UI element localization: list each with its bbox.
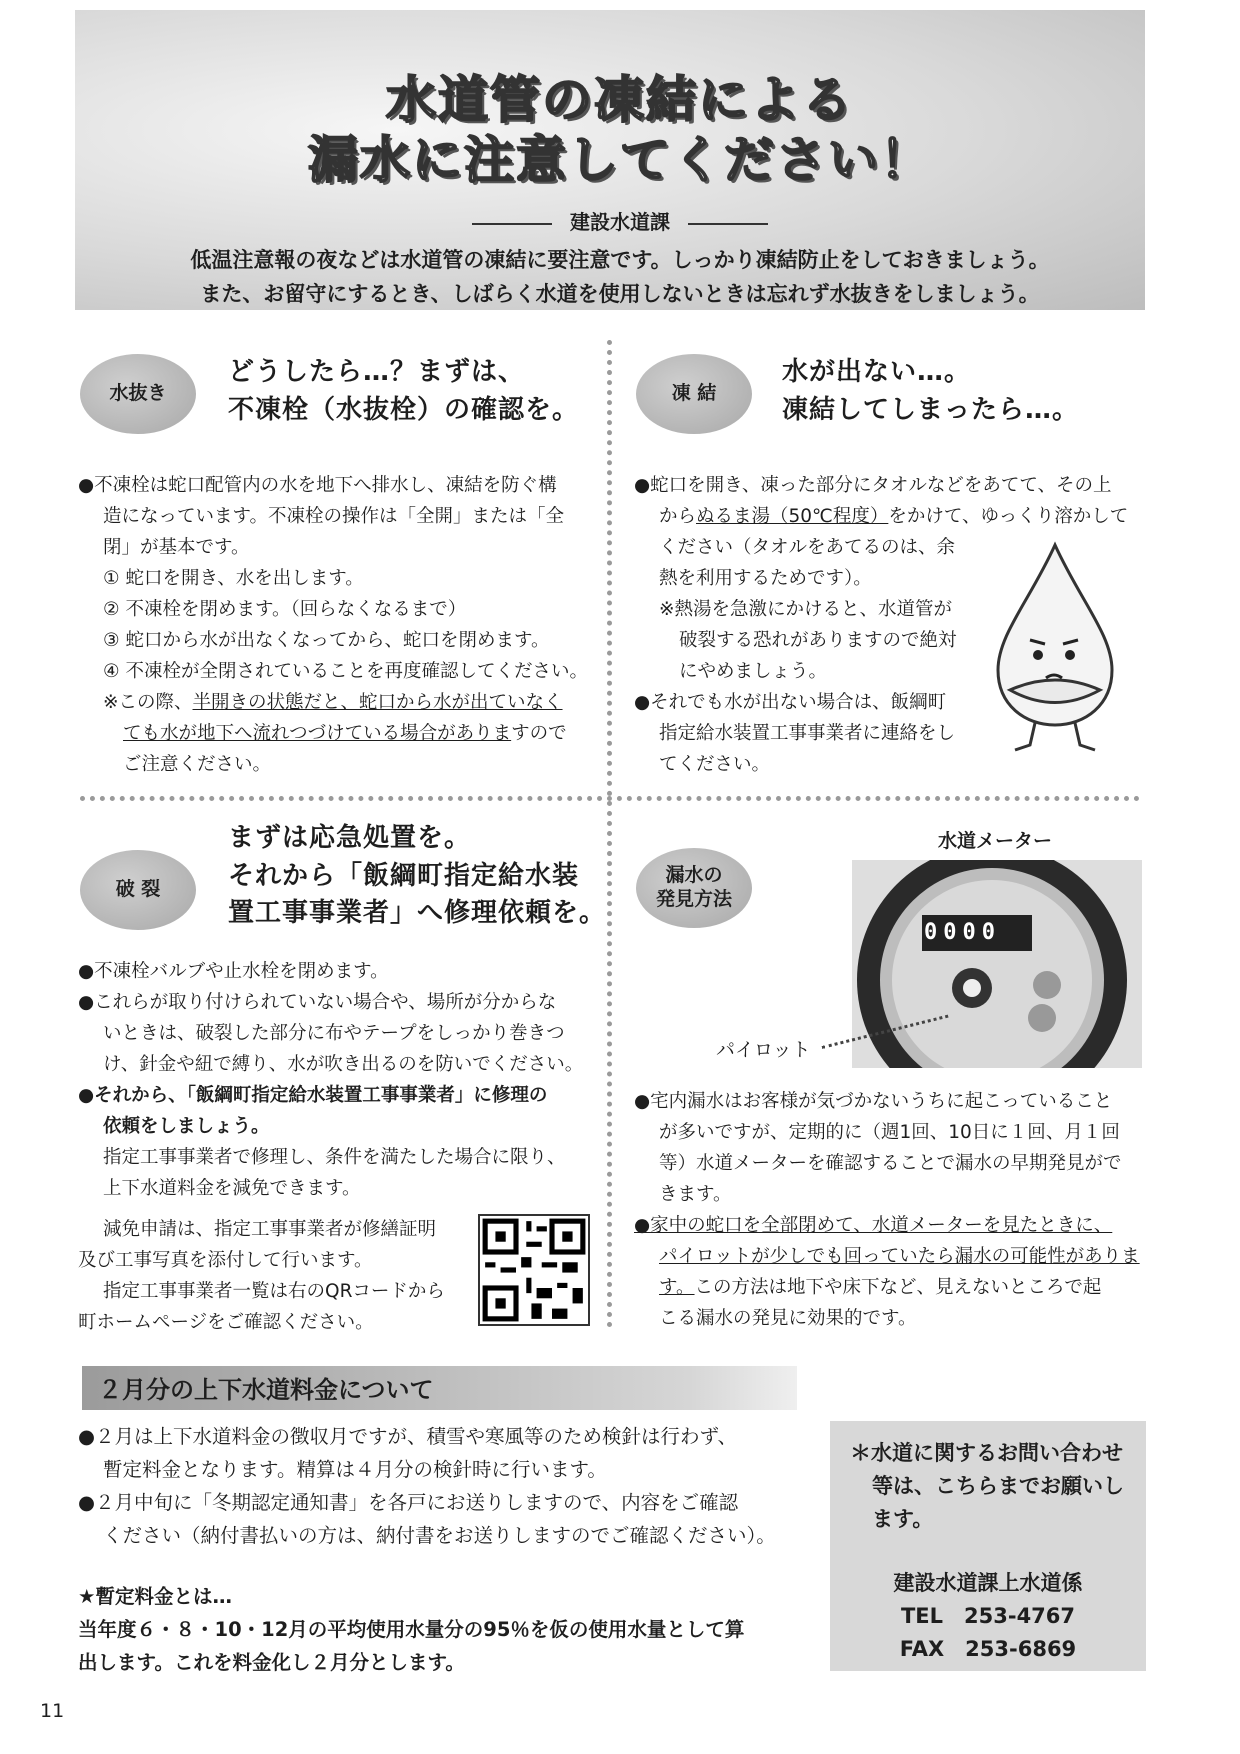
touketsu-body: ●蛇口を開き、凍った部分にタオルなどをあてて、その上 からぬるま湯（50℃程度）をかけて、ゆっくり溶かして ください（タオルをあてるのは、余 熱を利用するためです）。 ※熱湯を急激にかけると、水道管が 破裂する恐れがありますので絶対 にやめましょう。 ●それでも水が出ない場合は、飯綱町 指定給水装置工事事業者に連絡をし てください。 <box>634 475 1129 775</box>
water-meter-icon <box>852 860 1142 1068</box>
water-meter-photo <box>852 860 1142 1068</box>
contact-fax: FAX 253-6869 <box>899 1637 1077 1661</box>
badge-mizunuki: 水抜き <box>80 354 196 434</box>
contact-box <box>830 1421 1146 1671</box>
genmen-text: 減免申請は、指定工事事業者が修繕証明 及び工事写真を添付して行います。 指定工事事業者一覧は右のQRコードから 町ホームページをご確認ください。 <box>78 1219 445 1333</box>
heading-mizunuki: どうしたら…？まずは、 不凍栓（水抜栓）の確認を。 <box>228 357 580 425</box>
meter-digits: 0000 <box>924 920 1001 945</box>
page-title-line1: 水道管の凍結による <box>386 71 854 129</box>
badge-haretsu: 破 裂 <box>80 850 196 930</box>
contact-note-1: ＊水道に関するお問い合わせ <box>850 1441 1123 1465</box>
mizunuki-body: ●不凍栓は蛇口配管内の水を地下へ排水し、凍結を防ぐ構 造になっています。不凍栓の操作は「全開」または「全 閉」が基本です。 ① 蛇口を開き、水を出します。 ② 不凍栓を閉めます。（回らなくなるまで） ③ 蛇口から水が出なくなってから、蛇口を閉めます。 ④ 不凍栓が全閉されていることを再度確認してください。 ※この際、半開きの状態だと、蛇口から水が出ていなく ても水が地下へ流れつづけている場合がありますので ご注意ください。 <box>78 475 588 775</box>
rousui-body: ●宅内漏水はお客様が気づかないうちに起こっていること が多いですが、定期的に（週1回、10日に１回、月１回 等）水道メーターを確認することで漏水の早期発見がで きます。 ●家中の蛇口を全部閉めて、水道メーターを見たときに、 パイロットが少しでも回っていたら漏水の可能性がありま す。この方法は地下や床下など、見えないところで起 こる漏水の発見に効果的です。 <box>634 1091 1140 1329</box>
badge-touketsu: 凍 結 <box>636 354 752 434</box>
lead-text-1: 低温注意報の夜などは水道管の凍結に要注意です。しっかり凍結防止をしておきましょう。 <box>190 248 1050 272</box>
contact-dept: 建設水道課上水道係 <box>893 1571 1083 1595</box>
fee-body: ●２月は上下水道料金の徴収月ですが、積雪や寒風等のため検針は行わず、 暫定料金となります。精算は４月分の検針時に行います。 ●２月中旬に「冬期認定通知書」を各戸にお送りしますので、内容をご確認 ください（納付書払いの方は、納付書をお送りしますのでご確認ください）。 <box>78 1425 776 1547</box>
contact-note-3: ます。 <box>872 1507 934 1531</box>
water-drop-mascot-icon <box>990 540 1120 760</box>
qr-code-icon <box>480 1216 588 1324</box>
contact-note-2: 等は、こちらまでお願いし <box>872 1474 1124 1498</box>
page-number: 11 <box>40 1700 65 1722</box>
heading-haretsu: まずは応急処置を。 それから「飯綱町指定給水装 置工事事業者」へ修理依頼を。 <box>228 823 607 929</box>
page-title-line2: 漏水に注意してください！ <box>308 131 932 189</box>
contact-tel[interactable]: TEL 253-4767 <box>900 1604 1076 1628</box>
pilot-label: パイロット <box>716 1039 811 1061</box>
badge-rousui: 漏水の 発見方法 <box>636 848 752 928</box>
vertical-divider <box>607 340 612 1328</box>
qr-code[interactable] <box>478 1214 590 1326</box>
meter-label: 水道メーター <box>938 830 1053 852</box>
horizontal-divider <box>80 796 1140 801</box>
department-label: 建設水道課 <box>0 206 1240 235</box>
heading-touketsu: 水が出ない…。 凍結してしまったら…。 <box>782 357 1080 425</box>
provisional-fee-definition: ★暫定料金とは… 当年度６・８・10・12月の平均使用水量分の95％を仮の使用水量として算 出します。これを料金化し２月分とします。 <box>78 1585 745 1674</box>
haretsu-body: ●不凍栓バルブや止水栓を閉めます。 ●これらが取り付けられていない場合や、場所が分からな いときは、破裂した部分に布やテープをしっかり巻きつ け、針金や紐で縛り、水が吹き出るのを防いでください。 ●それから、「飯綱町指定給水装置工事事業者」に修理の 依頼をしましょう。 指定工事事業者で修理し、条件を満たした場合に限り、 上下水道料金を減免できます。 <box>78 961 584 1199</box>
lead-text-2: また、お留守にするとき、しばらく水道を使用しないときは忘れず水抜きをしましょう。 <box>200 282 1040 306</box>
fee-section-title: ２月分の上下水道料金について <box>98 1376 434 1404</box>
